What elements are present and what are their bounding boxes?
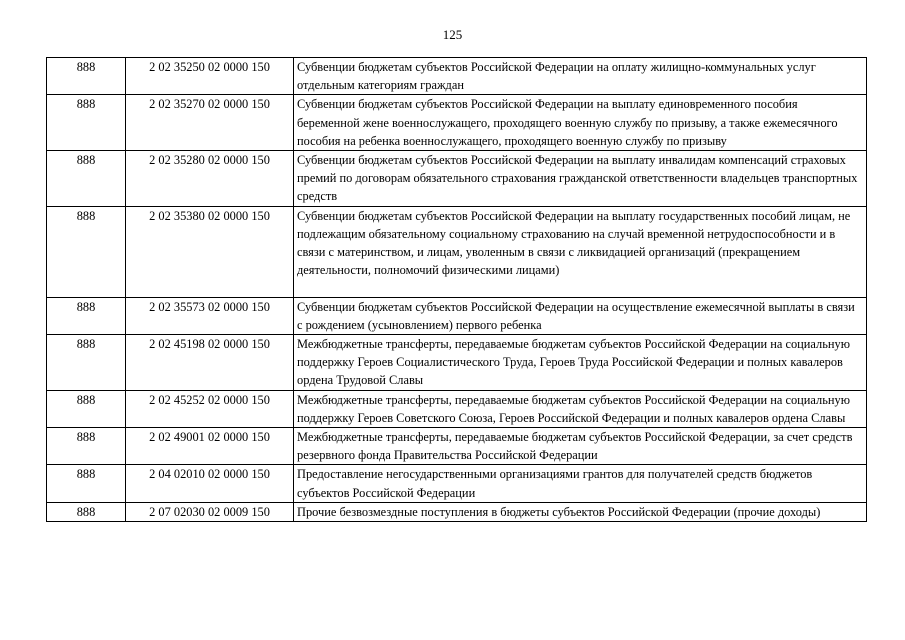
admin-code-cell: 888 bbox=[47, 502, 126, 521]
budget-code-cell: 2 02 45252 02 0000 150 bbox=[126, 390, 294, 427]
budget-code-cell: 2 02 45198 02 0000 150 bbox=[126, 335, 294, 391]
table-row bbox=[47, 502, 867, 521]
description-cell: Субвенции бюджетам субъектов Российской Федерации на выплату инвалидам компенсаций страховых премий по договорам обязательного страхования гражданской ответственности владельцев транспортных средств bbox=[294, 151, 867, 207]
admin-code-cell: 888 bbox=[47, 297, 126, 334]
description-cell: Субвенции бюджетам субъектов Российской Федерации на выплату государственных пособий лицам, не подлежащим обязательному социальному страхованию на случай временной нетрудоспособности и в связи с материнством, и лицам, уволенным в связи с ликвидацией организаций (прекращением деятельности, полномочий физическими лицами) bbox=[294, 206, 867, 297]
budget-code-cell: 2 04 02010 02 0000 150 bbox=[126, 465, 294, 502]
table-row bbox=[47, 95, 867, 151]
admin-code-cell: 888 bbox=[47, 465, 126, 502]
table-row bbox=[47, 465, 867, 502]
description-cell: Субвенции бюджетам субъектов Российской Федерации на оплату жилищно-коммунальных услуг отдельным категориям граждан bbox=[294, 58, 867, 95]
admin-code-cell: 888 bbox=[47, 206, 126, 297]
description-cell: Межбюджетные трансферты, передаваемые бюджетам субъектов Российской Федерации на социальную поддержку Героев Советского Союза, Героев Российской Федерации и полных кавалеров ордена Славы bbox=[294, 390, 867, 427]
table-row bbox=[47, 297, 867, 334]
table-row bbox=[47, 335, 867, 391]
admin-code-cell: 888 bbox=[47, 335, 126, 391]
table-row bbox=[47, 58, 867, 95]
table-row bbox=[47, 151, 867, 207]
admin-code-cell: 888 bbox=[47, 428, 126, 465]
admin-code-cell: 888 bbox=[47, 390, 126, 427]
budget-code-cell: 2 02 35280 02 0000 150 bbox=[126, 151, 294, 207]
budget-code-cell: 2 02 49001 02 0000 150 bbox=[126, 428, 294, 465]
admin-code-cell: 888 bbox=[47, 151, 126, 207]
description-cell: Предоставление негосударственными организациями грантов для получателей средств бюджетов субъектов Российской Федерации bbox=[294, 465, 867, 502]
table-row bbox=[47, 390, 867, 427]
description-cell: Межбюджетные трансферты, передаваемые бюджетам субъектов Российской Федерации, за счет средств резервного фонда Правительства Российской Федерации bbox=[294, 428, 867, 465]
table-row bbox=[47, 206, 867, 297]
description-cell: Прочие безвозмездные поступления в бюджеты субъектов Российской Федерации (прочие доходы) bbox=[294, 502, 867, 521]
budget-code-cell: 2 07 02030 02 0009 150 bbox=[126, 502, 294, 521]
description-cell: Субвенции бюджетам субъектов Российской Федерации на осуществление ежемесячной выплаты в связи с рождением (усыновлением) первого ребенка bbox=[294, 297, 867, 334]
budget-code-cell: 2 02 35250 02 0000 150 bbox=[126, 58, 294, 95]
page-number: 125 bbox=[442, 27, 463, 42]
admin-code-cell: 888 bbox=[47, 58, 126, 95]
table-row bbox=[47, 428, 867, 465]
description-cell: Межбюджетные трансферты, передаваемые бюджетам субъектов Российской Федерации на социальную поддержку Героев Социалистического Труда, Героев Труда Российской Федерации и полных кавалеров ордена Трудовой Славы bbox=[294, 335, 867, 391]
budget-code-cell: 2 02 35573 02 0000 150 bbox=[126, 297, 294, 334]
budget-code-cell: 2 02 35270 02 0000 150 bbox=[126, 95, 294, 151]
admin-code-cell: 888 bbox=[47, 95, 126, 151]
budget-code-cell: 2 02 35380 02 0000 150 bbox=[126, 206, 294, 297]
description-cell: Субвенции бюджетам субъектов Российской Федерации на выплату единовременного пособия беременной жене военнослужащего, проходящего военную службу по призыву, а также ежемесячного пособия на ребенка военнослужащего, проходящего военную службу по призыву bbox=[294, 95, 867, 151]
budget-revenue-table bbox=[46, 57, 867, 522]
